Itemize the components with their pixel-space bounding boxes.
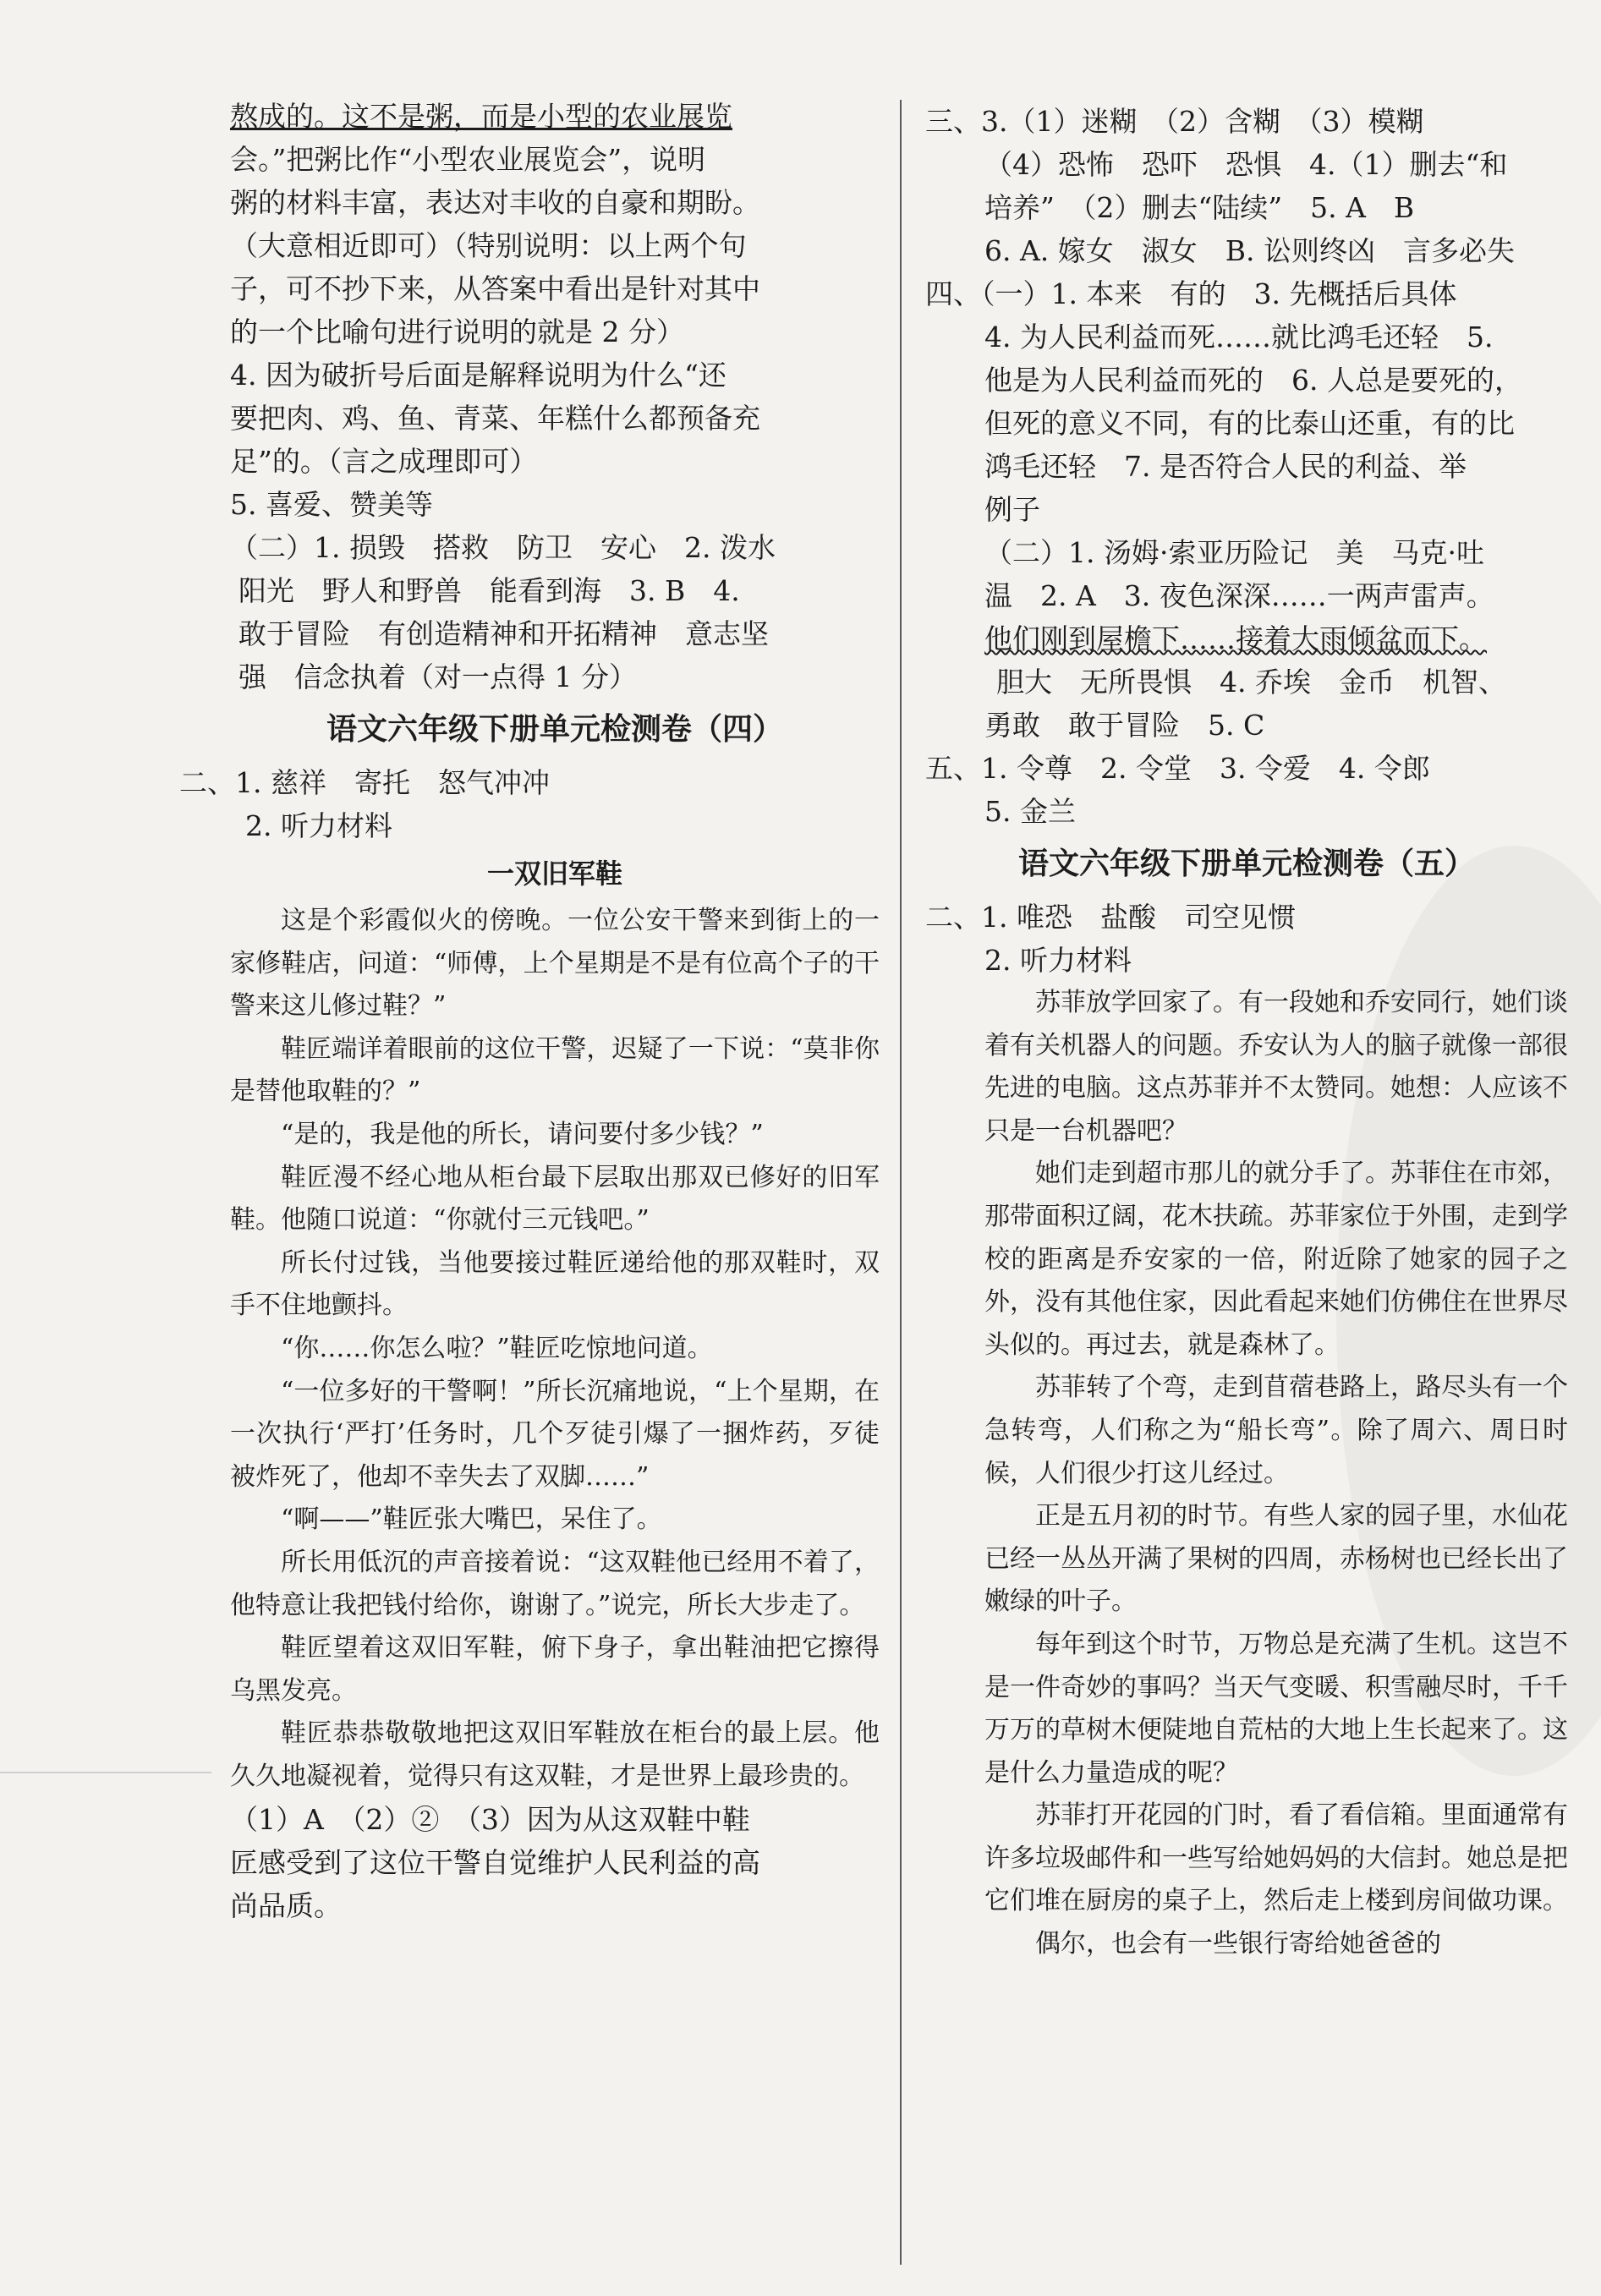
answer-line: 的一个比喻句进行说明的就是 2 分） (230, 315, 684, 348)
answer-line: （4）恐怖 恐吓 恐惧 4.（1）删去“和 (984, 148, 1508, 181)
story-paragraph: 偶尔，也会有一些银行寄给她爸爸的 (1035, 1929, 1441, 1959)
question-line: 2. 听力材料 (245, 809, 392, 842)
answer-line: 五、1. 令尊 2. 令堂 3. 令爱 4. 令郎 (925, 752, 1430, 785)
answer-line: （大意相近即可）（特别说明：以上两个句 (230, 229, 747, 262)
answer-line: 阳光 野人和野兽 能看到海 3. B 4. (239, 574, 740, 607)
answer-line: 勇敢 敢于冒险 5. C (984, 709, 1265, 742)
answer-line: 匠感受到了这位干警自觉维护人民利益的高 (230, 1846, 760, 1880)
answer-line: 尚品质。 (230, 1889, 342, 1923)
answer-line: 足”的。（言之成理即可） (230, 445, 538, 478)
answer-line: 4. 因为破折号后面是解释说明为什么“还 (230, 359, 726, 392)
answer-line: 他是为人民利益而死的 6. 人总是要死的， (984, 364, 1522, 397)
story-paragraph: 鞋匠望着这双旧军鞋，俯下身子，拿出鞋油把它擦得乌黑发亮。 (230, 1633, 880, 1706)
answer-line: 胆大 无所畏惧 4. 乔埃 金币 机智、 (996, 666, 1506, 699)
right-column (925, 100, 1568, 1966)
story-paragraph: 每年到这个时节，万物总是充满了生机。这岂不是一件奇妙的事吗？当天气变暖、积雪融尽时，千千万万的草树木便陡地自荒枯的大地上生长起来了。这是什么力量造成的呢？ (984, 1629, 1568, 1788)
story-paragraph: “你……你怎么啦？”鞋匠吃惊地问道。 (281, 1333, 713, 1363)
story-paragraph: 正是五月初的时节。有些人家的园子里，水仙花已经一丛丛开满了果树的四周，赤杨树也已经长出了嫩绿的叶子。 (984, 1501, 1568, 1617)
story-paragraph: 鞋匠漫不经心地从柜台最下层取出那双已修好的旧军鞋。他随口说道：“你就付三元钱吧。” (230, 1162, 880, 1236)
story-paragraph: 所长用低沉的声音接着说：“这双鞋他已经用不着了，他特意让我把钱付给你，谢谢了。”说完，所长大步走了。 (230, 1547, 880, 1620)
story-paragraph: 苏菲放学回家了。有一段她和乔安同行，她们谈着有关机器人的问题。乔安认为人的脑子就像一部很先进的电脑。这点苏菲并不太赞同。她想：人应该不只是一台机器吧？ (984, 988, 1568, 1146)
story-paragraph: 鞋匠端详着眼前的这位干警，迟疑了一下说：“莫非你是替他取鞋的？” (230, 1033, 880, 1107)
story-paragraph: “一位多好的干警啊！”所长沉痛地说，“上个星期，在一次执行‘严打’任务时，几个歹徒引爆了一捆炸药，歹徒被炸死了，他却不幸失去了双脚……” (230, 1376, 880, 1492)
question-line: 二、1. 唯恐 盐酸 司空见惯 (925, 901, 1296, 934)
answer-line: 温 2. A 3. 夜色深深……一两声雷声。 (984, 579, 1494, 612)
story-paragraph: 苏菲转了个弯，走到苜蓿巷路上，路尽头有一个急转弯，人们称之为“船长弯”。除了周六、周日时候，人们很少打这儿经过。 (984, 1373, 1568, 1488)
edge-mark (0, 1772, 211, 1773)
story-paragraph: 她们走到超市那儿的就分手了。苏菲住在市郊，那带面积辽阔，花木扶疏。苏菲家位于外围，走到学校的距离是乔安家的一倍，附近除了她家的园子之外，没有其他住家，因此看起来她们仿佛住在世界尽头似的。再过去，就是森林了。 (984, 1159, 1568, 1360)
answer-line: 鸿毛还轻 7. 是否符合人民的利益、举 (984, 450, 1467, 483)
story-title: 一双旧军鞋 (486, 858, 622, 890)
left-column (179, 95, 880, 1927)
answer-line: 5. 喜爱、赞美等 (230, 488, 433, 521)
answer-line: 敢于冒险 有创造精神和开拓精神 意志坚 (239, 617, 769, 650)
answer-line: 强 信念执着（对一点得 1 分） (239, 660, 637, 693)
story-paragraph: 这是个彩霞似火的傍晚。一位公安干警来到街上的一家修鞋店，问道：“师傅，上个星期是不是有位高个子的干警来这儿修过鞋？” (230, 906, 880, 1022)
answer-line: 他们刚到屋檐下……接着大雨倾盆而下。 (984, 622, 1487, 655)
story-paragraph: 所长付过钱，当他要接过鞋匠递给他的那双鞋时，双手不住地颤抖。 (230, 1247, 880, 1321)
section-title: 语文六年级下册单元检测卷（五） (1017, 847, 1475, 881)
answer-line: （二）1. 损毁 搭救 防卫 安心 2. 泼水 (230, 531, 776, 564)
answer-line: 要把肉、鸡、鱼、青菜、年糕什么都预备充 (230, 402, 760, 435)
answer-line: 子，可不抄下来，从答案中看出是针对其中 (230, 272, 760, 305)
answer-line: （二）1. 汤姆·索亚历险记 美 马克·吐 (984, 536, 1484, 569)
answer-line: 三、3.（1）迷糊 （2）含糊 （3）模糊 (925, 105, 1424, 138)
question-line: 2. 听力材料 (984, 944, 1132, 977)
section-title: 语文六年级下册单元检测卷（四） (326, 712, 783, 747)
story-paragraph: “是的，我是他的所长，请问要付多少钱？” (281, 1119, 764, 1149)
answer-line: 粥的材料丰富，表达对丰收的自豪和期盼。 (230, 186, 760, 219)
story-paragraph: 鞋匠恭恭敬敬地把这双旧军鞋放在柜台的最上层。他久久地凝视着，觉得只有这双鞋，才是世界上最珍贵的。 (230, 1718, 880, 1791)
answer-line: 例子 (984, 493, 1040, 526)
answer-line: 熬成的。这不是粥，而是小型的农业展览 (230, 100, 732, 133)
answer-line: 4. 为人民利益而死……就比鸿毛还轻 5. (984, 321, 1494, 353)
answer-line: （1）A （2）② （3）因为从这双鞋中鞋 (230, 1803, 750, 1837)
answer-line: 6. A. 嫁女 淑女 B. 讼则终凶 言多必失 (984, 234, 1516, 267)
answer-line: 会。”把粥比作“小型农业展览会”，说明 (230, 143, 706, 176)
answer-line: 四、（一）1. 本来 有的 3. 先概括后具体 (925, 277, 1457, 310)
question-line: 二、1. 慈祥 寄托 怒气冲冲 (179, 766, 550, 799)
answer-line: 培养” （2）删去“陆续” 5. A B (984, 191, 1415, 224)
story-paragraph: 苏菲打开花园的门时，看了看信箱。里面通常有许多垃圾邮件和一些写给她妈妈的大信封。她总是把它们堆在厨房的桌子上，然后走上楼到房间做功课。 (984, 1800, 1568, 1916)
story-paragraph: “啊——”鞋匠张大嘴巴，呆住了。 (281, 1504, 662, 1535)
answer-line: 5. 金兰 (984, 795, 1076, 828)
answer-line: 但死的意义不同，有的比泰山还重，有的比 (984, 407, 1515, 440)
column-divider (900, 100, 902, 2265)
